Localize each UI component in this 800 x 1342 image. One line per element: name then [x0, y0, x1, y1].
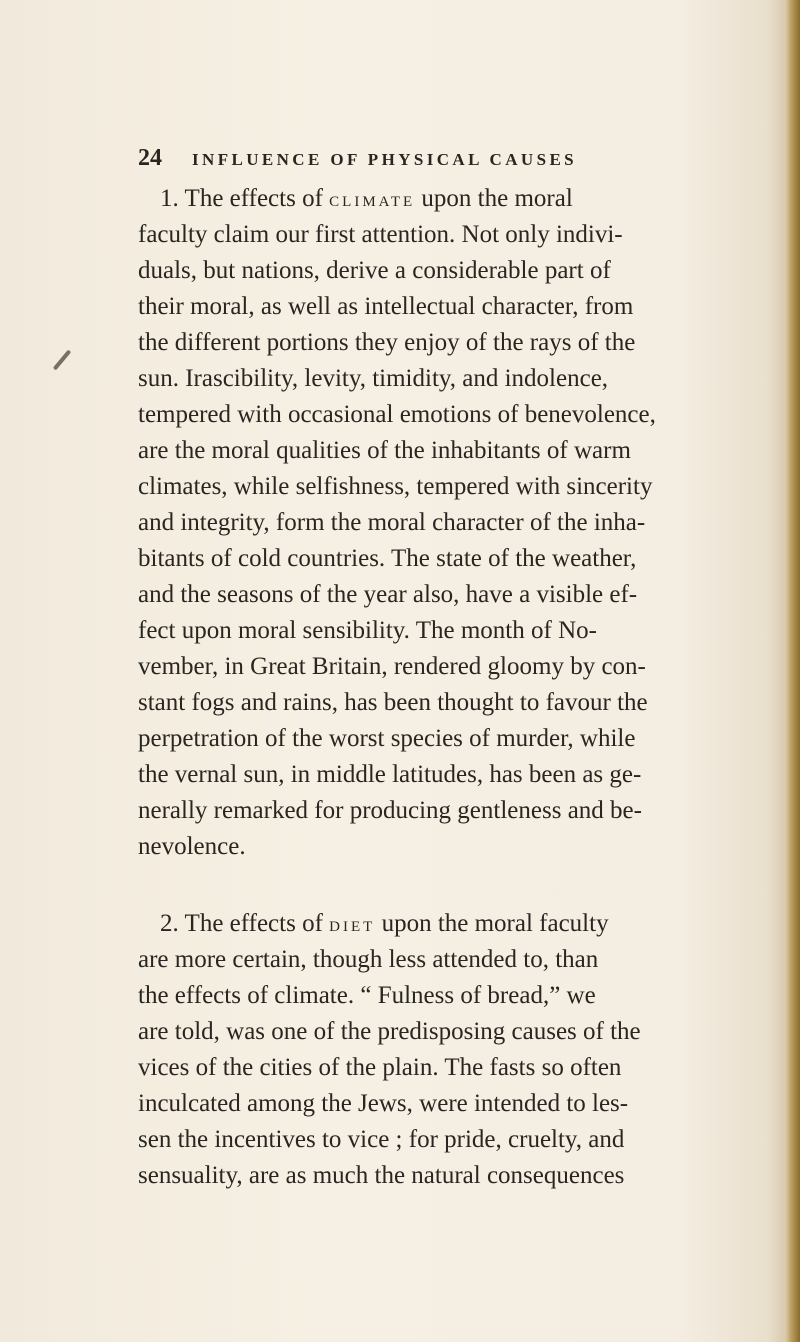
running-title: INFLUENCE OF PHYSICAL CAUSES: [192, 150, 578, 169]
page-edge: [786, 0, 800, 1342]
text-run: upon the moral faculty: [375, 910, 609, 937]
paragraph-1-first-line: [138, 181, 718, 217]
body-text: [138, 181, 718, 1194]
text-line: are more certain, though less attended to, than: [138, 946, 599, 973]
text-line: the different portions they enjoy of the rays of the: [138, 329, 636, 356]
text-line: faculty claim our first attention. Not only indivi-: [138, 221, 623, 248]
text-line: perpetration of the worst species of murder, while: [138, 725, 636, 752]
text-line: the vernal sun, in middle latitudes, has been as ge-: [138, 761, 642, 788]
text-line: duals, but nations, derive a considerable part of: [138, 257, 611, 284]
text-line: stant fogs and rains, has been thought to favour the: [138, 689, 648, 716]
text-line: tempered with occasional emotions of benevolence,: [138, 401, 656, 428]
text-run: 1. The effects of: [160, 185, 330, 212]
text-line: sen the incentives to vice ; for pride, cruelty, and: [138, 1126, 625, 1153]
text-line: sun. Irascibility, levity, timidity, and indolence,: [138, 365, 609, 392]
text-line: climates, while selfishness, tempered with sincerity: [138, 473, 653, 500]
text-line: nerally remarked for producing gentleness and be-: [138, 797, 642, 824]
text-line: fect upon moral sensibility. The month of No-: [138, 617, 597, 644]
text-line: and the seasons of the year also, have a visible ef-: [138, 581, 638, 608]
text-line: inculcated among the Jews, were intended to les-: [138, 1090, 629, 1117]
running-head: [138, 145, 658, 181]
text-run: 2. The effects of: [160, 910, 330, 937]
text-line: are told, was one of the predisposing causes of the: [138, 1018, 641, 1045]
text-line: nevolence.: [138, 833, 246, 860]
paragraph-2-first-line: [138, 906, 718, 942]
text-line: their moral, as well as intellectual character, from: [138, 293, 634, 320]
text-run: upon the moral: [415, 185, 573, 212]
page-number: 24: [138, 145, 162, 171]
text-line: are the moral qualities of the inhabitants of warm: [138, 437, 631, 464]
text-line: sensuality, are as much the natural consequences: [138, 1162, 625, 1189]
text-line: and integrity, form the moral character of the inha-: [138, 509, 646, 536]
text-line: the effects of climate. “ Fulness of bread,” we: [138, 982, 596, 1009]
text-line: vices of the cities of the plain. The fasts so often: [138, 1054, 622, 1081]
text-line: vember, in Great Britain, rendered gloomy by con-: [138, 653, 646, 680]
smallcaps-term: CLIMATE: [329, 194, 416, 210]
paragraph-gap: [138, 865, 718, 906]
smallcaps-term: DIET: [329, 919, 376, 935]
text-line: bitants of cold countries. The state of the weather,: [138, 545, 637, 572]
